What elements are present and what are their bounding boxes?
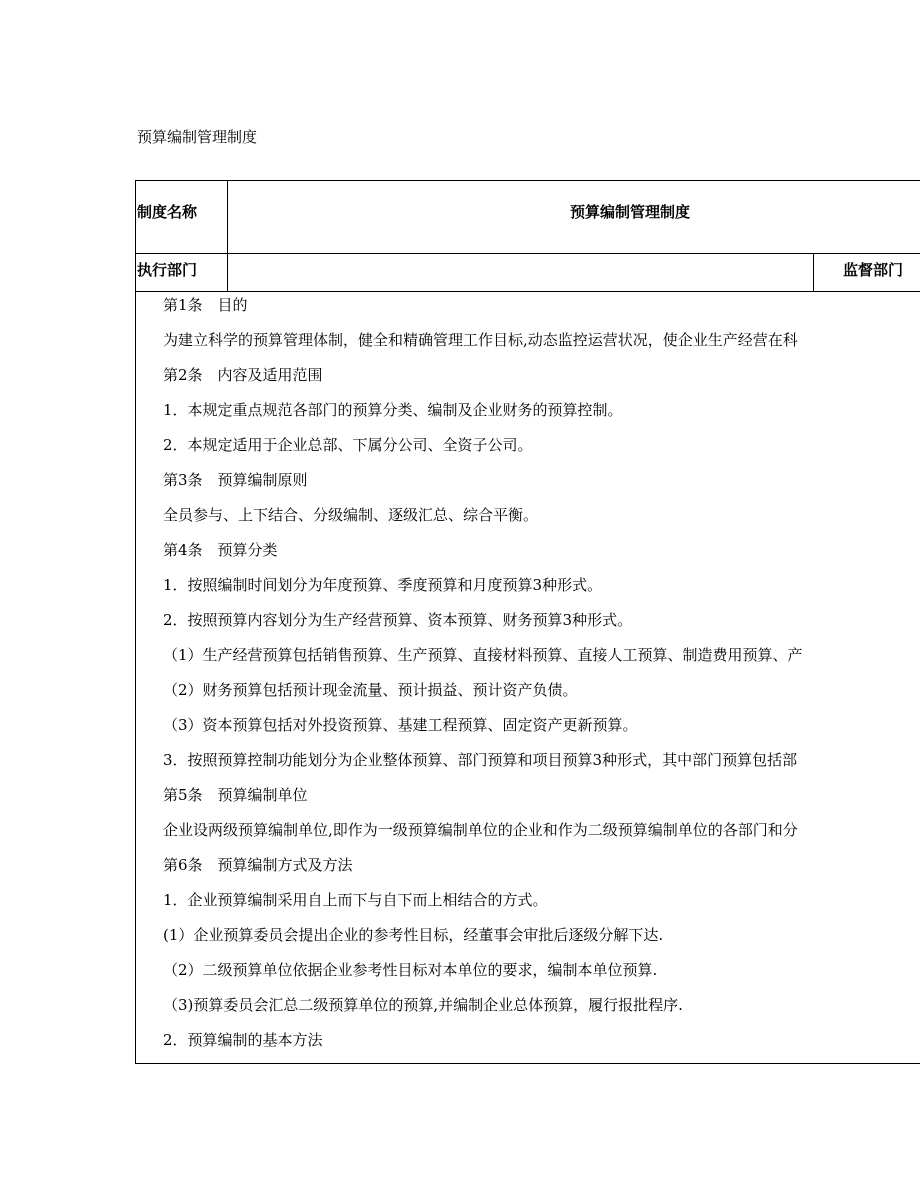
body-text-line: 2．本规定适用于企业总部、下属分公司、全资子公司。 bbox=[163, 436, 533, 454]
article-1-heading: 第1条 目的 bbox=[163, 296, 248, 314]
body-text-line: 1．按照编制时间划分为年度预算、季度预算和月度预算3种形式。 bbox=[163, 576, 603, 594]
body-text-line: 全员参与、上下结合、分级编制、逐级汇总、综合平衡。 bbox=[163, 506, 539, 524]
body-text-line: （3)预算委员会汇总二级预算单位的预算,并编制企业总体预算，履行报批程序. bbox=[163, 996, 683, 1014]
policy-name-label: 制度名称 bbox=[137, 203, 198, 221]
body-text-line: 2．预算编制的基本方法 bbox=[163, 1031, 323, 1049]
body-text-line: 1．企业预算编制采用自上而下与自下而上相结合的方式。 bbox=[163, 891, 548, 909]
body-text-line: 1．本规定重点规范各部门的预算分类、编制及企业财务的预算控制。 bbox=[163, 401, 623, 419]
body-text-line: 3．按照预算控制功能划分为企业整体预算、部门预算和项目预算3种形式，其中部门预算包括部 bbox=[163, 751, 798, 769]
body-text-line: （1）生产经营预算包括销售预算、生产预算、直接材料预算、直接人工预算、制造费用预算、产 bbox=[163, 646, 803, 664]
article-6-heading: 第6条 预算编制方式及方法 bbox=[163, 856, 353, 874]
exec-dept-label: 执行部门 bbox=[137, 261, 198, 279]
article-5-heading: 第5条 预算编制单位 bbox=[163, 786, 308, 804]
article-4-heading: 第4条 预算分类 bbox=[163, 541, 278, 559]
document-title: 预算编制管理制度 bbox=[137, 128, 258, 146]
article-3-heading: 第3条 预算编制原则 bbox=[163, 471, 308, 489]
body-text-line: （2）财务预算包括预计现金流量、预计损益、预计资产负债。 bbox=[163, 681, 578, 699]
body-text-line: (1）企业预算委员会提出企业的参考性目标，经董事会审批后逐级分解下达. bbox=[163, 926, 664, 944]
col-divider-2 bbox=[813, 253, 814, 291]
body-text-line: 2．按照预算内容划分为生产经营预算、资本预算、财务预算3种形式。 bbox=[163, 611, 633, 629]
policy-name-value: 预算编制管理制度 bbox=[570, 203, 691, 221]
supervise-dept-label: 监督部门 bbox=[843, 261, 904, 279]
row-divider-1 bbox=[135, 253, 920, 254]
body-text-line: （3）资本预算包括对外投资预算、基建工程预算、固定资产更新预算。 bbox=[163, 716, 638, 734]
row-divider-2 bbox=[135, 291, 920, 292]
body-text-line: （2）二级预算单位依据企业参考性目标对本单位的要求，编制本单位预算. bbox=[163, 961, 658, 979]
body-text-line: 企业设两级预算编制单位,即作为一级预算编制单位的企业和作为二级预算编制单位的各部门和分 bbox=[163, 821, 798, 839]
article-2-heading: 第2条 内容及适用范围 bbox=[163, 366, 323, 384]
body-text-line: 为建立科学的预算管理体制，健全和精确管理工作目标,动态监控运营状况，使企业生产经营在科 bbox=[163, 331, 798, 349]
col-divider-1 bbox=[227, 180, 228, 291]
